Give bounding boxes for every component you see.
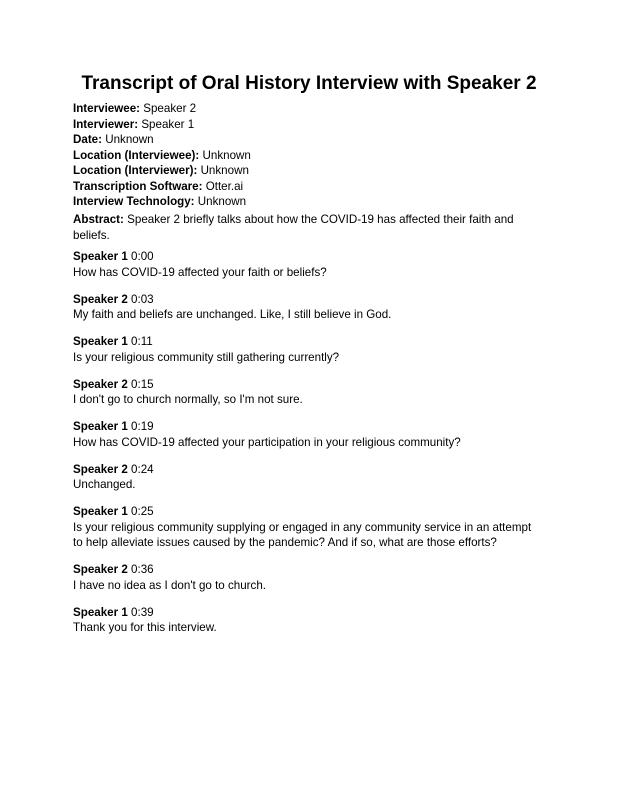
- metadata-value: Otter.ai: [205, 179, 244, 193]
- metadata-row-location-interviewee: [73, 148, 553, 164]
- metadata-value: Unknown: [105, 133, 154, 146]
- speaker-name: Speaker 1: [73, 605, 128, 619]
- utterance: Is your religious community supplying or engaged in any community service in an attempt to help alleviate issues caused by the pandemic? And if so, what are those efforts?: [73, 520, 532, 549]
- transcript-turn: [73, 419, 543, 450]
- metadata-row-location-interviewer: [73, 163, 553, 179]
- metadata-value: Speaker 2: [143, 102, 197, 115]
- speaker-name: Speaker 2: [73, 292, 128, 306]
- transcript-turn: [73, 504, 543, 551]
- timestamp: 0:03: [131, 292, 154, 306]
- metadata-row-interviewer: [73, 117, 553, 133]
- utterance: Thank you for this interview.: [73, 621, 217, 634]
- transcript-turn: [73, 562, 543, 593]
- timestamp: 0:15: [131, 377, 154, 391]
- metadata-label: Date:: [73, 133, 102, 146]
- abstract: [73, 212, 553, 243]
- metadata-value: Unknown: [202, 148, 251, 162]
- transcript-turn: [73, 462, 543, 493]
- speaker-name: Speaker 1: [73, 420, 128, 433]
- metadata-value: Speaker 1: [141, 117, 195, 131]
- metadata-block: [73, 101, 553, 210]
- metadata-row-date: [73, 132, 553, 148]
- speaker-name: Speaker 2: [73, 377, 128, 391]
- timestamp: 0:00: [131, 250, 154, 263]
- utterance: How has COVID-19 affected your faith or beliefs?: [73, 265, 327, 279]
- transcript-turn: [73, 292, 543, 323]
- speaker-name: Speaker 2: [73, 462, 128, 476]
- timestamp: 0:11: [131, 335, 153, 348]
- transcript-turn: [73, 249, 543, 280]
- speaker-name: Speaker 1: [73, 250, 128, 263]
- speaker-name: Speaker 1: [73, 505, 128, 518]
- timestamp: 0:39: [131, 605, 154, 619]
- metadata-label: Interviewer:: [73, 117, 139, 131]
- utterance: How has COVID-19 affected your participation in your religious community?: [73, 435, 461, 449]
- utterance: I have no idea as I don't go to church.: [73, 578, 266, 592]
- timestamp: 0:36: [131, 563, 154, 576]
- metadata-label: Transcription Software:: [73, 179, 203, 193]
- transcript-turn: [73, 334, 543, 365]
- utterance: Unchanged.: [73, 478, 136, 491]
- document-title: Transcript of Oral History Interview with Speaker 2: [81, 73, 537, 94]
- timestamp: 0:19: [131, 420, 154, 433]
- abstract-label: Abstract:: [73, 213, 124, 226]
- utterance: Is your religious community still gathering currently?: [73, 350, 340, 364]
- transcript-turn: [73, 377, 543, 408]
- metadata-label: Interview Technology:: [73, 195, 195, 208]
- utterance: I don't go to church normally, so I'm not sure.: [73, 393, 303, 406]
- metadata-value: Unknown: [200, 164, 249, 177]
- metadata-label: Location (Interviewee):: [73, 148, 200, 162]
- speaker-name: Speaker 2: [73, 563, 128, 576]
- timestamp: 0:25: [131, 505, 154, 518]
- metadata-label: Interviewee:: [73, 102, 141, 115]
- metadata-row-transcription-software: [73, 179, 553, 195]
- metadata-row-interviewee: [73, 101, 553, 117]
- abstract-text: Speaker 2 briefly talks about how the COVID-19 has affected their faith and beliefs.: [73, 213, 514, 242]
- speaker-name: Speaker 1: [73, 335, 128, 348]
- transcript-turn: [73, 605, 543, 636]
- metadata-value: Unknown: [197, 195, 247, 208]
- transcript: [73, 249, 543, 647]
- metadata-row-interview-technology: [73, 194, 553, 210]
- metadata-label: Location (Interviewer):: [73, 164, 198, 177]
- timestamp: 0:24: [131, 462, 154, 476]
- utterance: My faith and beliefs are unchanged. Like, I still believe in God.: [73, 308, 392, 321]
